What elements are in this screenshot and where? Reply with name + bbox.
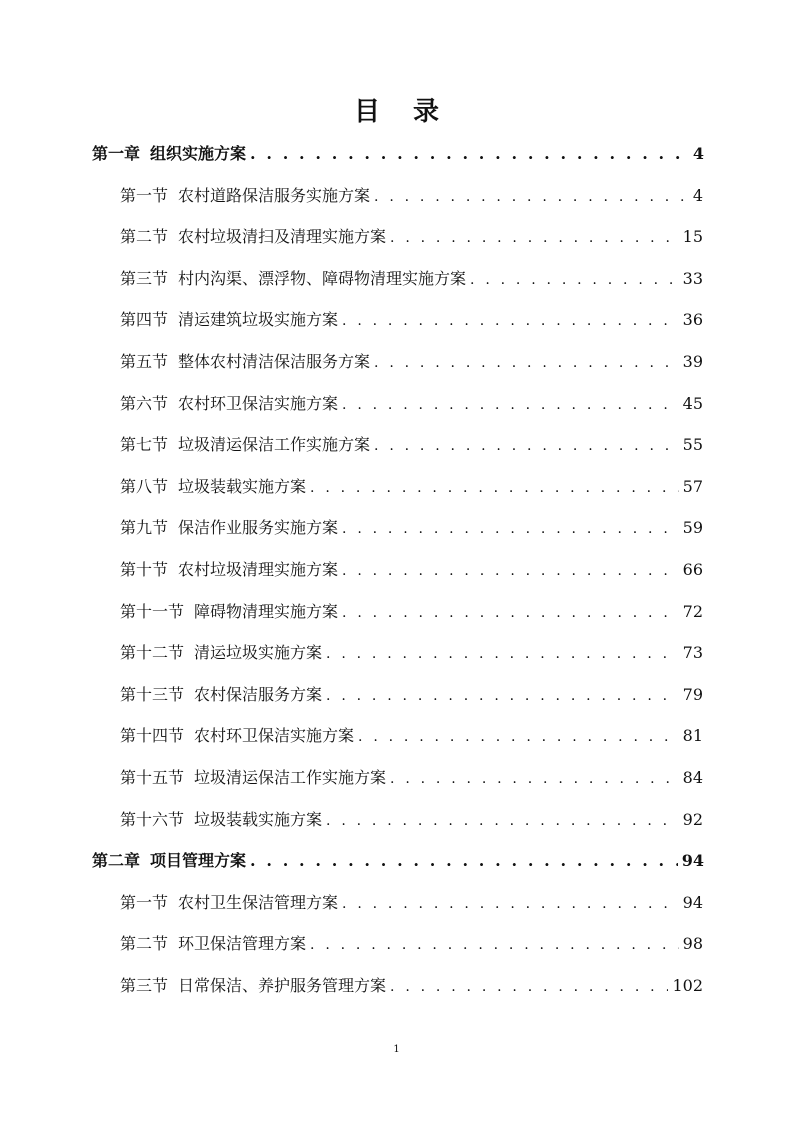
toc-entry-page-number: 84: [682, 768, 703, 787]
toc-leader-dots: [342, 598, 679, 628]
toc-entry-prefix: 第十五节: [120, 768, 185, 787]
toc-entry-label: [120, 389, 338, 419]
toc-leader-dots: [390, 764, 679, 794]
toc-leader-dots: [326, 806, 679, 836]
toc-entry-page-number: 79: [682, 684, 703, 704]
toc-entry-label: [120, 597, 338, 627]
toc-entry-page-number: 98: [682, 934, 703, 954]
toc-entry-title: 整体农村清洁保洁服务方案: [178, 352, 371, 371]
toc-leader-dots: [342, 556, 679, 586]
toc-entry-prefix: 第一节: [120, 185, 169, 205]
toc-section-entry[interactable]: [120, 513, 703, 543]
toc-section-entry[interactable]: [120, 347, 703, 377]
toc-entry-page-number: 45: [682, 393, 703, 413]
toc-entry-label: [92, 139, 246, 169]
toc-entry-prefix: 第九节: [120, 518, 169, 538]
toc-section-entry[interactable]: [120, 305, 703, 335]
toc-entry-prefix: 第二节: [120, 934, 169, 954]
toc-entry-page-number: 94: [681, 851, 704, 871]
toc-section-entry[interactable]: [120, 597, 703, 627]
toc-entry-page-number: 4: [692, 185, 703, 205]
toc-chapter-entry[interactable]: [92, 846, 704, 876]
toc-leader-dots: [342, 390, 679, 420]
toc-leader-dots: [310, 930, 679, 960]
toc-entry-label: [120, 181, 370, 211]
toc-entry-label: [120, 929, 306, 959]
toc-entry-title: 农村垃圾清扫及清理实施方案: [178, 227, 387, 247]
toc-section-entry[interactable]: [120, 555, 703, 585]
toc-section-entry[interactable]: [120, 222, 703, 252]
toc-entry-page-number: 55: [682, 435, 703, 455]
toc-entry-prefix: 第二节: [120, 227, 169, 247]
toc-entry-title: 清运垃圾实施方案: [194, 643, 323, 663]
toc-entry-prefix: 第四节: [120, 310, 169, 330]
toc-entry-label: [120, 638, 322, 668]
toc-entry-label: [120, 721, 354, 751]
toc-entry-page-number: 102: [672, 976, 703, 995]
toc-entry-title: 农村环卫保洁实施方案: [194, 726, 355, 746]
page-number: 1: [393, 1044, 400, 1055]
toc-entry-title: 农村卫生保洁管理方案: [178, 892, 339, 912]
toc-entry-page-number: 36: [682, 310, 703, 330]
toc-entry-prefix: 第七节: [120, 435, 169, 455]
toc-section-entry[interactable]: [120, 721, 703, 751]
toc-leader-dots: [374, 348, 679, 378]
toc-entry-label: [120, 888, 338, 918]
toc-entry-prefix: 第六节: [120, 393, 169, 413]
toc-leader-dots: [374, 182, 689, 212]
toc-entry-prefix: 第一章: [92, 144, 141, 163]
toc-section-entry[interactable]: [120, 472, 703, 502]
toc-section-entry[interactable]: [120, 430, 703, 460]
toc-leader-dots: [326, 639, 679, 669]
toc-leader-dots: [342, 889, 679, 919]
toc-entry-page-number: 73: [682, 643, 703, 663]
toc-leader-dots: [390, 223, 679, 253]
toc-entry-page-number: 33: [682, 268, 703, 288]
toc-entry-title: 村内沟渠、漂浮物、障碍物清理实施方案: [178, 268, 467, 288]
toc-entry-label: [120, 305, 338, 335]
toc-section-entry[interactable]: [120, 389, 703, 419]
toc-entry-label: [120, 347, 370, 377]
toc-entry-page-number: 81: [682, 726, 703, 746]
toc-entry-label: [120, 555, 338, 585]
toc-chapter-entry[interactable]: [92, 139, 704, 169]
toc-entry-title: 农村道路保洁服务实施方案: [178, 185, 371, 205]
toc-entry-title: 农村垃圾清理实施方案: [178, 560, 339, 579]
toc-entry-prefix: 第十四节: [120, 726, 185, 746]
toc-leader-dots: [374, 431, 679, 461]
toc-entry-label: [120, 763, 386, 793]
toc-leader-dots: [358, 722, 679, 752]
toc-entry-prefix: 第十二节: [120, 643, 185, 663]
toc-leader-dots: [342, 514, 679, 544]
toc-entry-label: [120, 805, 322, 835]
toc-entry-title: 障碍物清理实施方案: [194, 601, 339, 621]
toc-entry-title: 项目管理方案: [150, 851, 247, 871]
toc-section-entry[interactable]: [120, 971, 703, 1001]
toc-entry-prefix: 第三节: [120, 268, 169, 288]
toc-entry-label: [92, 846, 246, 876]
toc-title: 目 录: [353, 97, 452, 127]
toc-entry-prefix: 第十一节: [120, 601, 185, 621]
toc-entry-page-number: 4: [692, 144, 704, 163]
toc-entry-label: [120, 680, 322, 710]
toc-section-entry[interactable]: [120, 264, 703, 294]
toc-entry-prefix: 第三节: [120, 976, 169, 995]
toc-entry-label: [120, 430, 370, 460]
toc-entry-title: 日常保洁、养护服务管理方案: [178, 976, 387, 995]
toc-entry-title: 垃圾装载实施方案: [194, 809, 323, 829]
toc-leader-dots: [250, 139, 689, 169]
toc-entry-label: [120, 264, 466, 294]
toc-entry-prefix: 第十三节: [120, 684, 185, 704]
toc-entry-prefix: 第十节: [120, 560, 169, 579]
toc-entry-title: 清运建筑垃圾实施方案: [178, 310, 339, 330]
toc-entry-page-number: 94: [682, 892, 703, 912]
toc-section-entry[interactable]: [120, 888, 703, 918]
toc-entry-prefix: 第五节: [120, 352, 169, 371]
toc-section-entry[interactable]: [120, 763, 703, 793]
toc-entry-prefix: 第十六节: [120, 809, 185, 829]
toc-entry-title: 环卫保洁管理方案: [178, 934, 307, 954]
toc-entry-page-number: 72: [682, 601, 703, 621]
toc-entry-title: 垃圾清运保洁工作实施方案: [194, 768, 387, 787]
toc-section-entry[interactable]: [120, 929, 703, 959]
toc-leader-dots: [310, 473, 679, 503]
toc-leader-dots: [250, 846, 678, 876]
toc-entry-title: 农村环卫保洁实施方案: [178, 393, 339, 413]
toc-entry-page-number: 59: [682, 518, 703, 538]
toc-leader-dots: [342, 306, 679, 336]
toc-section-entry[interactable]: [120, 680, 703, 710]
toc-entry-prefix: 第一节: [120, 892, 169, 912]
toc-leader-dots: [326, 681, 679, 711]
toc-entry-label: [120, 222, 386, 252]
toc-section-entry[interactable]: [120, 638, 703, 668]
toc-entry-prefix: 第二章: [92, 851, 141, 871]
toc-entry-page-number: 92: [682, 809, 703, 829]
toc-entry-prefix: 第八节: [120, 476, 169, 496]
toc-entry-page-number: 66: [682, 560, 703, 579]
toc-entry-label: [120, 513, 338, 543]
toc-entry-title: 垃圾清运保洁工作实施方案: [178, 435, 371, 455]
toc-leader-dots: [390, 972, 668, 1002]
toc-section-entry[interactable]: [120, 805, 703, 835]
toc-entry-title: 组织实施方案: [150, 144, 247, 163]
toc-entry-title: 保洁作业服务实施方案: [178, 518, 339, 538]
toc-entry-label: [120, 971, 386, 1001]
toc-entry-title: 农村保洁服务方案: [194, 684, 323, 704]
toc-entry-page-number: 57: [682, 476, 703, 496]
toc-entry-page-number: 39: [682, 352, 703, 371]
toc-section-entry[interactable]: [120, 181, 703, 211]
toc-leader-dots: [470, 265, 679, 295]
toc-entry-title: 垃圾装载实施方案: [178, 476, 307, 496]
toc-entry-label: [120, 472, 306, 502]
toc-entry-page-number: 15: [682, 227, 703, 247]
